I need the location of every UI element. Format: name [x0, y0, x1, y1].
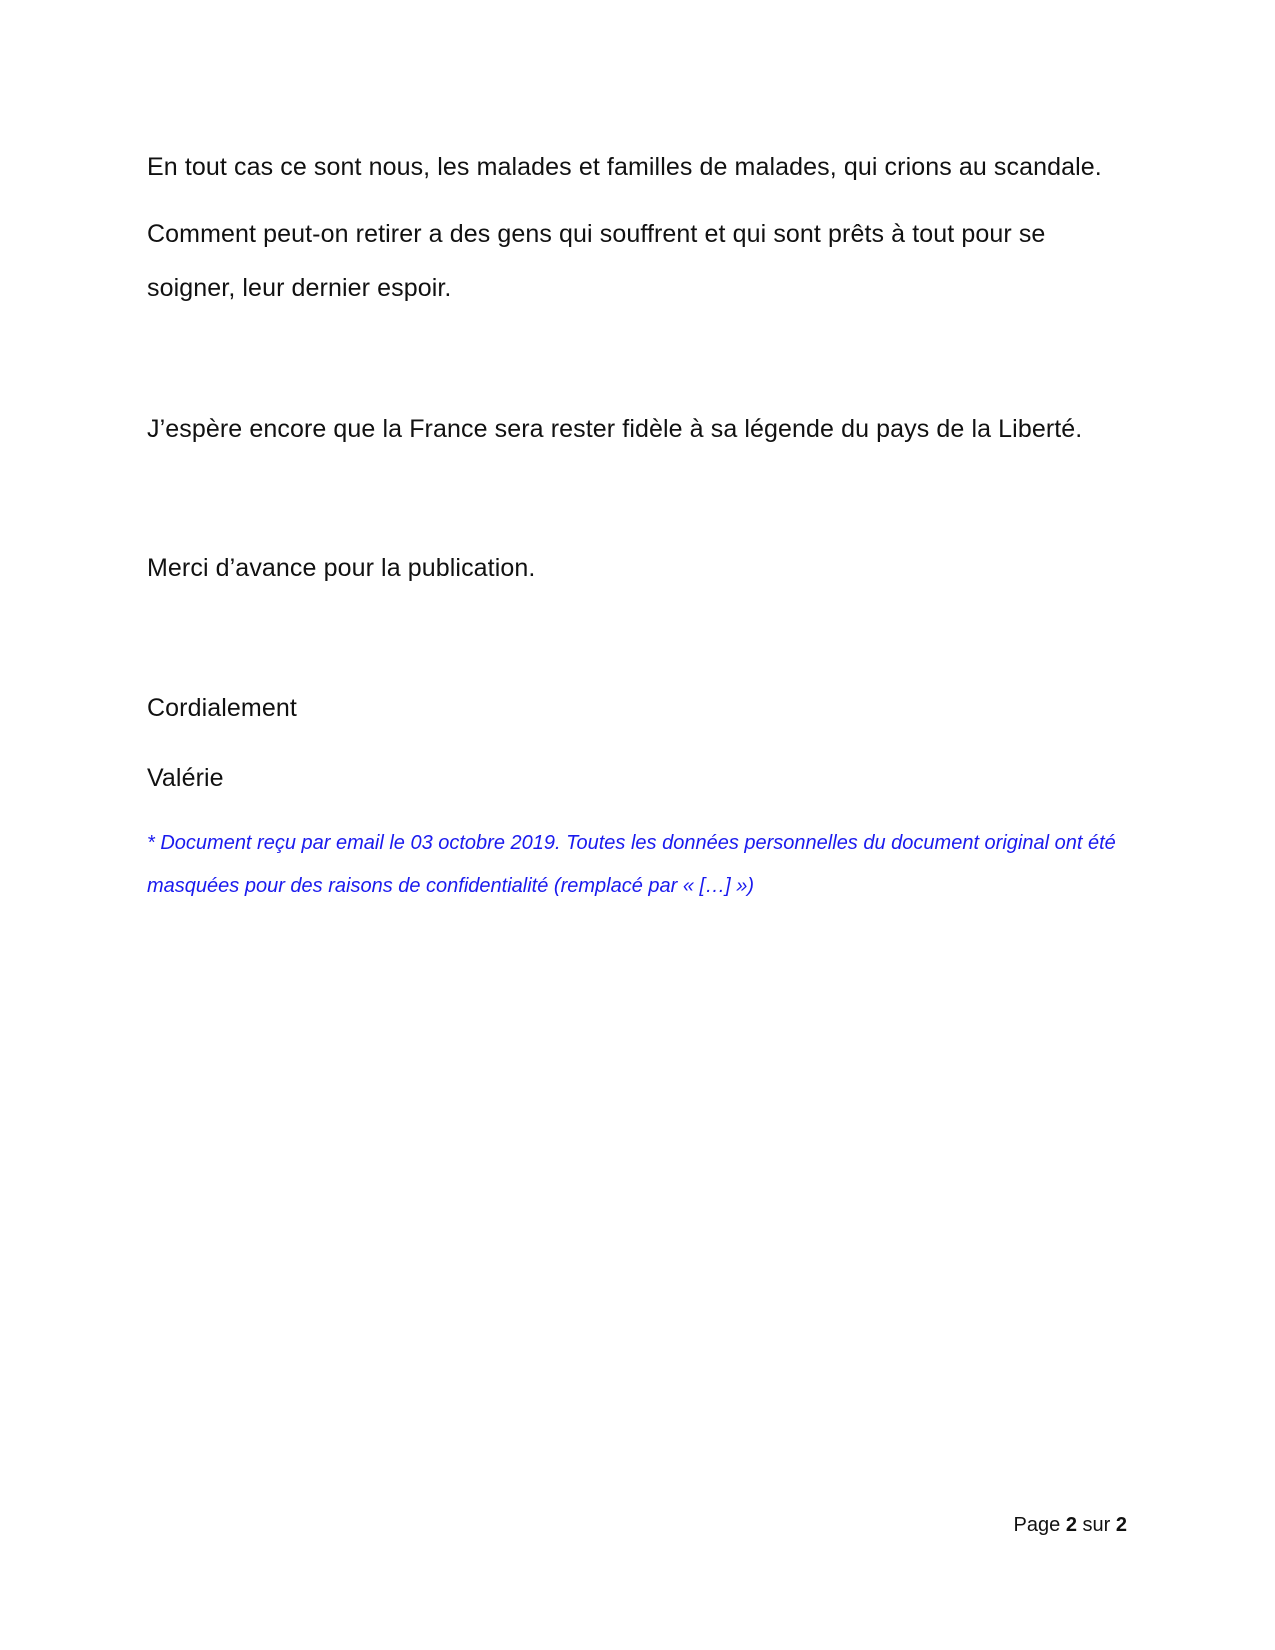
signature-name: Valérie [147, 764, 224, 792]
current-page-number: 2 [1065, 1514, 1077, 1536]
body-paragraph-1: En tout cas ce sont nous, les malades et familles de malades, qui crions au scandale. [147, 153, 1102, 181]
body-paragraph-3: J’espère encore que la France sera rester fidèle à sa légende du pays de la Liberté. [147, 415, 1083, 443]
page-separator: sur [1082, 1514, 1111, 1536]
page-number-footer [1014, 1510, 1127, 1540]
body-paragraph-4: Merci d’avance pour la publication. [147, 554, 536, 582]
body-paragraph-2: Comment peut-on retirer a des gens qui souffrent et qui sont prêts à tout pour se soigner, leur dernier espoir. [147, 220, 1046, 302]
page-prefix: Page [1013, 1514, 1061, 1536]
confidentiality-note: * Document reçu par email le 03 octobre 2019. Toutes les données personnelles du document original ont été masquées pour des raisons de confidentialité (remplacé par « […] ») [147, 832, 1116, 897]
total-pages-number: 2 [1115, 1514, 1127, 1536]
closing-text: Cordialement [147, 694, 297, 722]
